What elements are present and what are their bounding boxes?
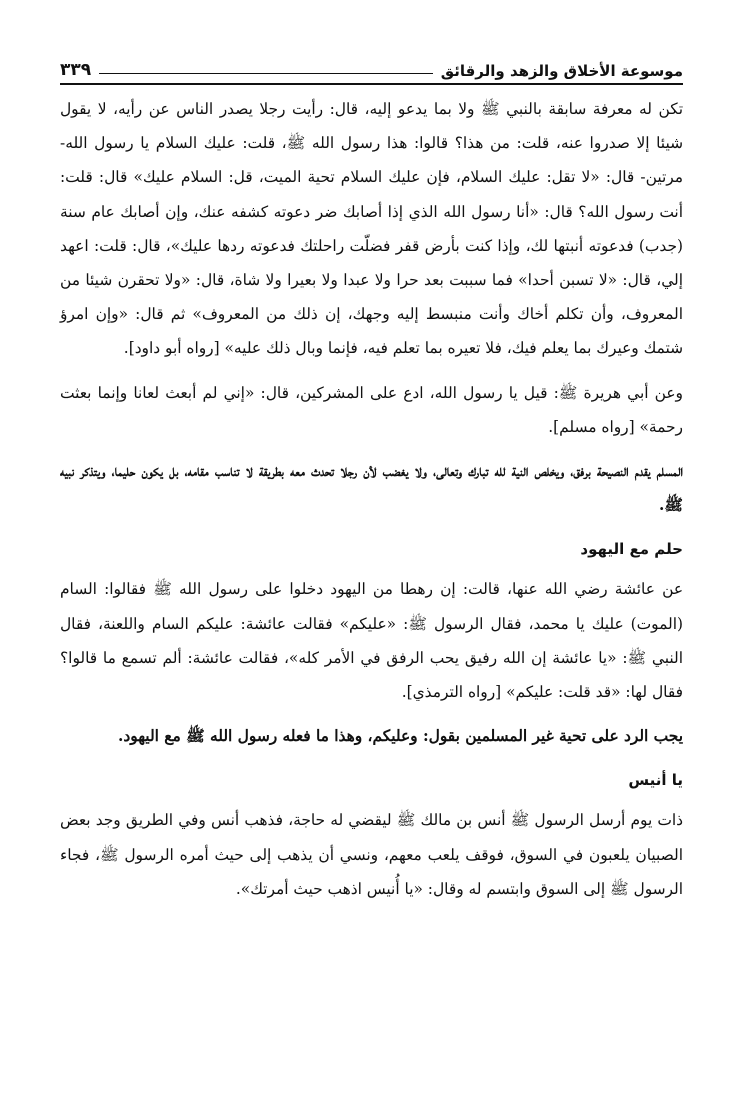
paragraph-anas-story: ذات يوم أرسل الرسول ﷺ أنس بن مالك ﷺ ليقضي له حاجة، فذهب أنس وفي الطريق وجد بعض الصبيان يلعبون في السوق، فوقف يلعب معهم، ونسي أن يذهب إلى حيث أمره الرسول ﷺ، فجاء الرسول ﷺ إلى السوق وابتسم له وقال: «يا أُنيس اذهب حيث أمرتك». [60,811,683,898]
page-header [60,52,683,85]
page-content [60,92,683,906]
book-title: موسوعة الأخلاق والزهد والرقائق [440,62,683,80]
heading-forbearance-with-jews: حلم مع اليهود [580,540,683,559]
paragraph-advice-gently: المسلم يقدم النصيحة برفق، ويخلص النية لله تبارك وتعالى، ولا يغضب لأن رجلا تحدث معه بطريقة لا تناسب مقامه، بل يكون حليما، ويتذكر نبيه ﷺ. [60,462,683,515]
paragraph-abu-hurayrah: وعن أبي هريرة ﷺ: قيل يا رسول الله، ادع على المشركين، قال: «إني لم أبعث لعانا وإنما بعثت رحمة» [رواه مسلم]. [60,383,683,436]
paragraph-aisha-hadith: عن عائشة رضي الله عنها، قالت: إن رهطا من اليهود دخلوا على رسول الله ﷺ فقالوا: السام (الموت) عليك يا محمد، فقال الرسول ﷺ: «عليكم» فقالت عائشة: عليكم السام واللعنة، فقال النبي ﷺ: «يا عائشة إن الله رفيق يحب الرفق في الأمر كله»، فقالت عائشة: ألم تسمع ما قالوا؟ فقال لها: «قد قلت: عليكم» [رواه الترمذي]. [60,580,683,702]
paragraph-reply-greeting: يجب الرد على تحية غير المسلمين بقول: وعليكم، وهذا ما فعله رسول الله ﷺ مع اليهود. [118,727,683,746]
header-rule [99,73,433,74]
page-number: ٣٣٩ [60,60,92,80]
heading-ya-unays: يا أنيس [628,771,683,790]
paragraph-hadith-greeting: تكن له معرفة سابقة بالنبي ﷺ ولا بما يدعو إليه، قال: رأيت رجلا يصدر الناس عن رأيه، لا يقول شيئا إلا صدروا عنه، قلت: من هذا؟ قالوا: هذا رسول الله ﷺ، قلت: عليك السلام يا رسول الله- مرتين- قال: «لا تقل: عليك السلام، فإن عليك السلام تحية الميت، قل: السلام عليك» قال: قلت: أنت رسول الله؟ قال: «أنا رسول الله الذي إذا أصابك ضر دعوته كشفه عنك، وإن أصابك عام سنة (جدب) فدعوته أنبتها لك، وإذا كنت بأرض قفر فضلّت راحلتك فدعوته ردها عليك»، قال: قلت: اعهد إلي، قال: «لا تسبن أحدا» فما سببت بعد حرا ولا عبدا ولا بعيرا ولا شاة، قال: «ولا تحقرن شيئا من المعروف، وأن تكلم أخاك وأنت منبسط إليه وجهك، إن ذلك من المعروف» ثم قال: «وإن امرؤ شتمك وعيرك بما يعلم فيك، فلا تعيره بما تعلم فيه، فإنما وبال ذلك عليه» [رواه أبو داود]. [60,100,683,358]
